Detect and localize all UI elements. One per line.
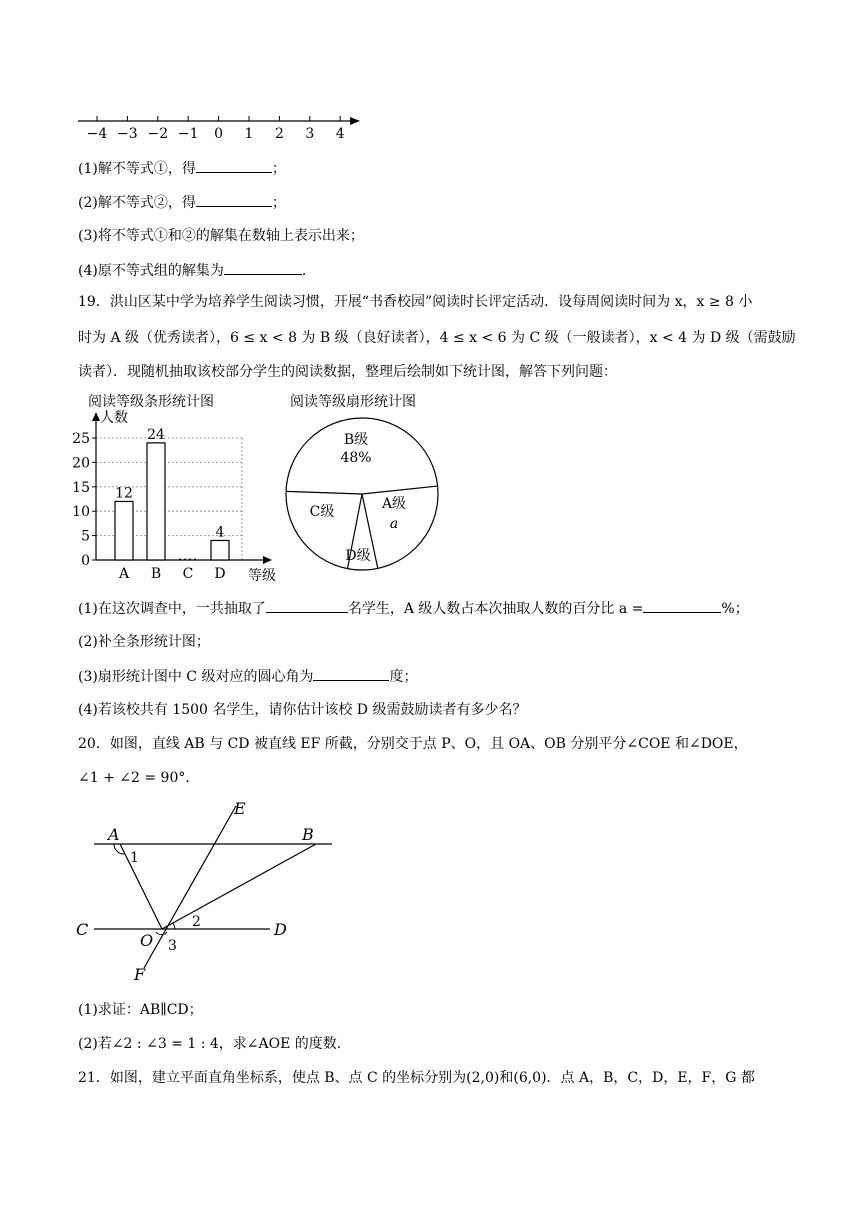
bar-chart-title: 阅读等级条形统计图: [88, 394, 214, 410]
number-line-tick-label: −3: [117, 126, 138, 142]
pie-chart-title: 阅读等级扇形统计图: [290, 394, 416, 410]
bar-chart-data-label: 12: [115, 485, 133, 502]
angle-1-arc: [114, 844, 125, 854]
label-o: O: [140, 931, 154, 950]
bar-chart-xlabel: 等级: [248, 568, 276, 584]
bar-chart-category-label: B: [150, 566, 162, 582]
bar-chart-ytick-label: 10: [72, 504, 90, 521]
label-e: E: [234, 799, 246, 818]
bar-chart-bar: [147, 443, 165, 560]
label-b: B: [302, 825, 314, 844]
number-line-tick-label: 0: [214, 126, 224, 142]
label-angle-1: 1: [130, 850, 139, 866]
q18-part4: (4)原不等式组的解集为 .: [78, 260, 306, 281]
pie-slice-value-a: a: [389, 516, 399, 532]
bar-chart-bar: [211, 540, 229, 560]
q19-text-line3: 读者）．现随机抽取该校部分学生的阅读数据，整理后绘制如下统计图，解答下列问题：: [78, 364, 617, 380]
q19-text-line1: 19．洪山区某中学为培养学生阅读习惯，开展“书香校园”阅读时长评定活动．设每周阅读时间为 x，x ≥ 8 小: [78, 294, 753, 310]
angle-2-arc: [173, 923, 175, 929]
number-line-tick-label: 2: [274, 126, 284, 142]
pie-slice-label-c: C级: [309, 504, 335, 520]
label-angle-3: 3: [168, 938, 177, 954]
label-d: D: [274, 920, 287, 939]
q19-part4: (4)若该校共有 1500 名学生，请你估计该校 D 级需鼓励读者有多少名？: [78, 702, 527, 718]
q20-text-line2: ∠1 + ∠2 = 90°．: [78, 770, 200, 786]
q19-part2: (2)补全条形统计图；: [78, 634, 210, 650]
bar-chart-bar: [115, 501, 133, 560]
pie-slice-label-a: A级: [381, 496, 407, 512]
bar-chart-ylabel: 人数: [100, 410, 128, 426]
bar-chart-category-label: D: [214, 566, 226, 582]
q21-text-line1: 21．如图，建立平面直角坐标系，使点 B、点 C 的坐标分别为(2,0)和(6,0)．点 A，B，C，D，E，F，G 都: [78, 1070, 755, 1086]
q19-part1: (1)在这次调查中，一共抽取了 名学生，A 级人数占本次抽取人数的百分比 a = %；: [78, 598, 749, 619]
bar-chart-ytick-label: 20: [72, 455, 90, 472]
q18-part1: (1)解不等式①，得 ；: [78, 158, 286, 179]
bar-chart-x-arrow: [263, 556, 272, 564]
bar-chart-y-arrow: [92, 412, 100, 421]
label-f: F: [134, 965, 146, 984]
pie-slice-value-b: 48%: [340, 450, 372, 466]
number-line: [70, 108, 370, 142]
line-ef: [144, 806, 236, 968]
pie-slice-label-d: D级: [345, 548, 371, 564]
number-line-tick-label: −1: [177, 126, 199, 142]
number-line-tick-label: 3: [305, 126, 315, 142]
bar-chart-category-label: A: [118, 566, 130, 582]
number-line-tick-label: 1: [244, 126, 254, 142]
q20-text-line1: 20．如图，直线 AB 与 CD 被直线 EF 所截，分别交于点 P、O，且 OA、OB 分别平分∠COE 和∠DOE，: [78, 736, 748, 752]
pie-slice-label-b: B级: [343, 432, 369, 448]
q20-part1: (1)求证：AB∥CD；: [78, 1002, 203, 1018]
q20-part2: (2)若∠2 : ∠3 = 1 : 4，求∠AOE 的度数.: [78, 1036, 342, 1052]
number-line-tick-label: 4: [335, 126, 345, 142]
bar-chart: [60, 388, 290, 588]
label-angle-2: 2: [192, 914, 201, 930]
bar-chart-ytick-label: 5: [81, 528, 90, 545]
bar-chart-data-label: 24: [147, 426, 165, 443]
bar-chart-data-label: 4: [215, 524, 225, 541]
q19-part3: (3)扇形统计图中 C 级对应的圆心角为 度；: [78, 666, 417, 687]
label-a: A: [108, 825, 120, 844]
q19-text-line2: 时为 A 级（优秀读者），6 ≤ x < 8 为 B 级（良好读者），4 ≤ x < 6 为 C 级（一般读者），x < 4 为 D 级（需鼓励: [78, 330, 796, 346]
bar-chart-ytick-label: 15: [72, 479, 90, 496]
number-line-tick-label: −2: [147, 126, 169, 142]
pie-chart: [280, 388, 460, 588]
q18-part3: (3)将不等式①和②的解集在数轴上表示出来；: [78, 228, 364, 244]
label-c: C: [76, 920, 89, 939]
angle-3-arc: [156, 932, 167, 935]
segment-oa: [120, 844, 162, 929]
geometry-figure: [70, 796, 350, 986]
q18-part2: (2)解不等式②，得 ；: [78, 192, 286, 213]
bar-chart-ytick-label: 25: [72, 431, 90, 447]
bar-chart-category-label: C: [182, 566, 194, 582]
segment-ob: [162, 844, 316, 929]
number-line-tick-label: −4: [86, 126, 108, 142]
bar-chart-ytick-label: 0: [81, 553, 90, 569]
